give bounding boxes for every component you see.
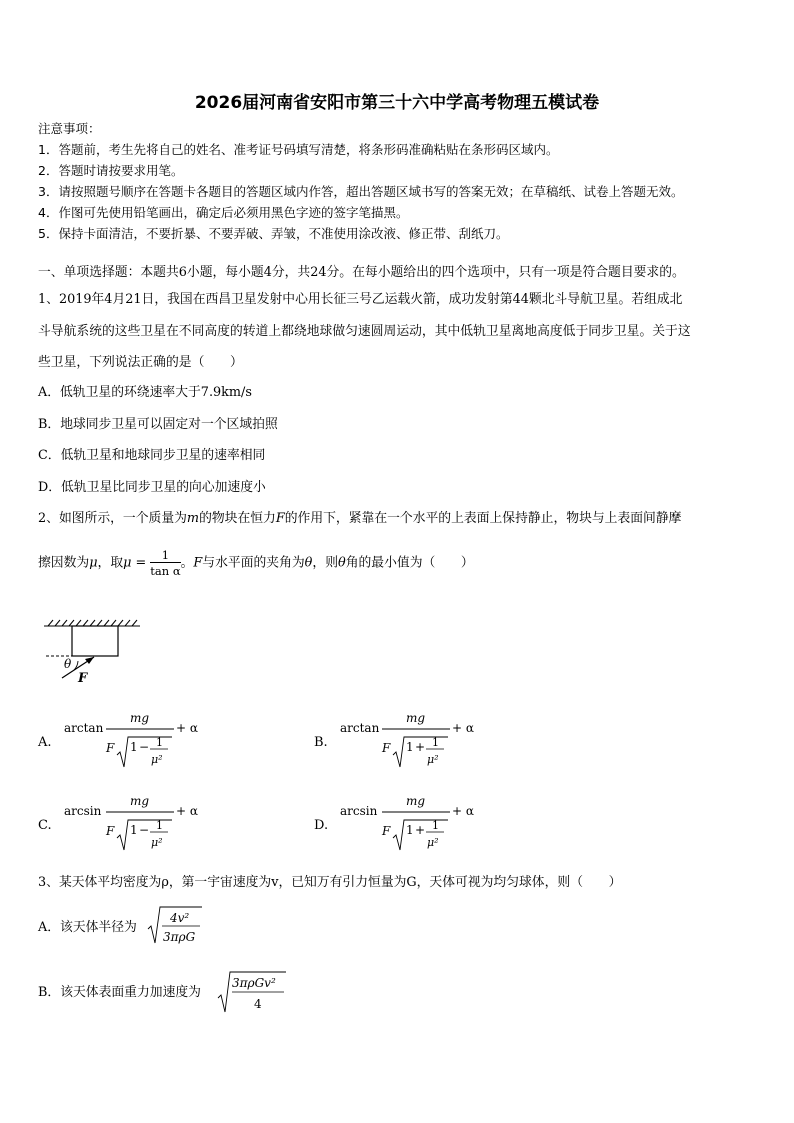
formula-d [338,788,518,860]
svg-text:mg: mg [406,711,426,725]
formula-b [338,705,518,777]
svg-text:F: F [106,824,115,838]
q1-option-b: B．地球同步卫星可以固定对一个区域拍照 [38,417,278,432]
q2-option-a: A. arctan mg F 1 − 1 μ² + α [38,705,298,777]
q2-option-c: C. arcsin mg F 1 − 1 μ² + α [38,788,298,860]
q2-stem-line2: 擦因数为μ，取μ = $\frac{1}{\text{tan α}}$ 。F与水平面的夹角为θ，则θ角的最小值为（ ） [38,548,474,578]
svg-text:μ²: μ² [151,836,163,849]
notice-item: 4．作图可先使用铅笔画出，确定后必须用黑色字迹的签字笔描黑。 [38,205,409,220]
svg-text:F: F [382,824,391,838]
section-heading: 一、单项选择题：本题共6小题，每小题4分，共24分。在每小题给出的四个选项中，只有一项是符合题目要求的。 [38,265,685,280]
svg-text:4: 4 [254,997,262,1011]
q3-option-b-formula [216,968,296,1016]
q1-stem: 斗导航系统的这些卫星在不同高度的转道上都绕地球做匀速圆周运动，其中低轨卫星离地高度低于同步卫星。关于这 [38,324,691,339]
notice-item: 2．答题时请按要求用笔。 [38,163,184,178]
svg-text:1: 1 [156,819,163,832]
q1-stem: 些卫星，下列说法正确的是（ ） [38,355,243,370]
notice-item: 5．保持卡面清洁，不要折暴、不要弄破、弄皱，不准使用涂改液、修正带、刮纸刀。 [38,226,509,241]
q3-option-b-text: B．该天体表面重力加速度为 [38,985,201,1000]
svg-text:1: 1 [432,736,439,749]
theta-label: θ [64,657,72,671]
svg-text:1: 1 [432,819,439,832]
ceiling-hatch [44,620,140,626]
q1-option-a: A．低轨卫星的环绕速率大于7.9km/s [38,385,252,400]
svg-text:−: − [139,823,150,837]
q3-stem: 3、某天体平均密度为ρ，第一宇宙速度为v，已知万有引力恒量为G，天体可视为均匀球体，则（ ） [38,875,622,890]
mu-fraction: $\frac{1}{\text{tan α}}$ [150,548,181,578]
svg-text:μ²: μ² [151,753,163,766]
svg-text:3πρGv²: 3πρGv² [232,976,276,990]
svg-text:mg: mg [406,794,426,808]
svg-text:F: F [106,741,115,755]
notice-item: 3．请按照题号顺序在答题卡各题目的答题区域内作答，超出答题区域书写的答案无效；在草稿纸、试卷上答题无效。 [38,184,684,199]
svg-text:1: 1 [406,823,414,837]
svg-text:arcsin: arcsin [340,804,378,818]
f-label: F [78,671,88,686]
block [72,626,118,656]
q1-stem: 1、2019年4月21日，我国在西昌卫星发射中心用长征三号乙运载火箭，成功发射第44颗北斗导航卫星。若组成北 [38,292,683,307]
force-arrowhead [85,657,94,664]
svg-text:μ²: μ² [427,753,439,766]
svg-text:1: 1 [130,740,138,754]
svg-text:mg: mg [130,794,150,808]
svg-text:1: 1 [406,740,414,754]
q2-option-d: D. arcsin mg F 1 + 1 μ² + α [314,788,574,860]
page-title: 2026届河南省安阳市第三十六中学高考物理五模试卷 [194,93,600,113]
svg-text:+: + [415,740,426,754]
svg-text:mg: mg [130,711,150,725]
svg-text:1: 1 [156,736,163,749]
q1-option-d: D．低轨卫星比同步卫星的向心加速度小 [38,480,266,495]
svg-text:4v²: 4v² [170,911,190,925]
svg-text:+ α: + α [176,721,198,735]
svg-text:arcsin: arcsin [64,804,102,818]
svg-text:−: − [139,740,150,754]
svg-text:μ²: μ² [427,836,439,849]
q3-option-a-text: A．该天体半径为 [38,920,137,935]
svg-text:1: 1 [130,823,138,837]
svg-text:F: F [382,741,391,755]
notice-heading: 注意事项： [38,121,101,136]
svg-text:+ α: + α [452,721,474,735]
notice-item: 1．答题前，考生先将自己的姓名、准考证号码填写清楚，将条形码准确粘贴在条形码区域内。 [38,142,559,157]
formula-a [62,705,242,777]
svg-text:3πρG: 3πρG [163,930,196,944]
q1-option-c: C．低轨卫星和地球同步卫星的速率相同 [38,448,266,463]
q3-option-a-formula [146,903,216,951]
svg-text:+: + [415,823,426,837]
formula-c [62,788,242,860]
q2-option-b: B. arctan mg F 1 + 1 μ² + α [314,705,574,777]
svg-text:arctan: arctan [64,721,104,735]
q2-stem-line1: 2、如图所示，一个质量为m的物块在恒力F的作用下，紧靠在一个水平的上表面上保持静止，物块与上表面间静摩 [38,511,682,526]
svg-text:+ α: + α [176,804,198,818]
svg-text:+ α: + α [452,804,474,818]
q2-figure [40,618,150,688]
svg-text:arctan: arctan [340,721,380,735]
